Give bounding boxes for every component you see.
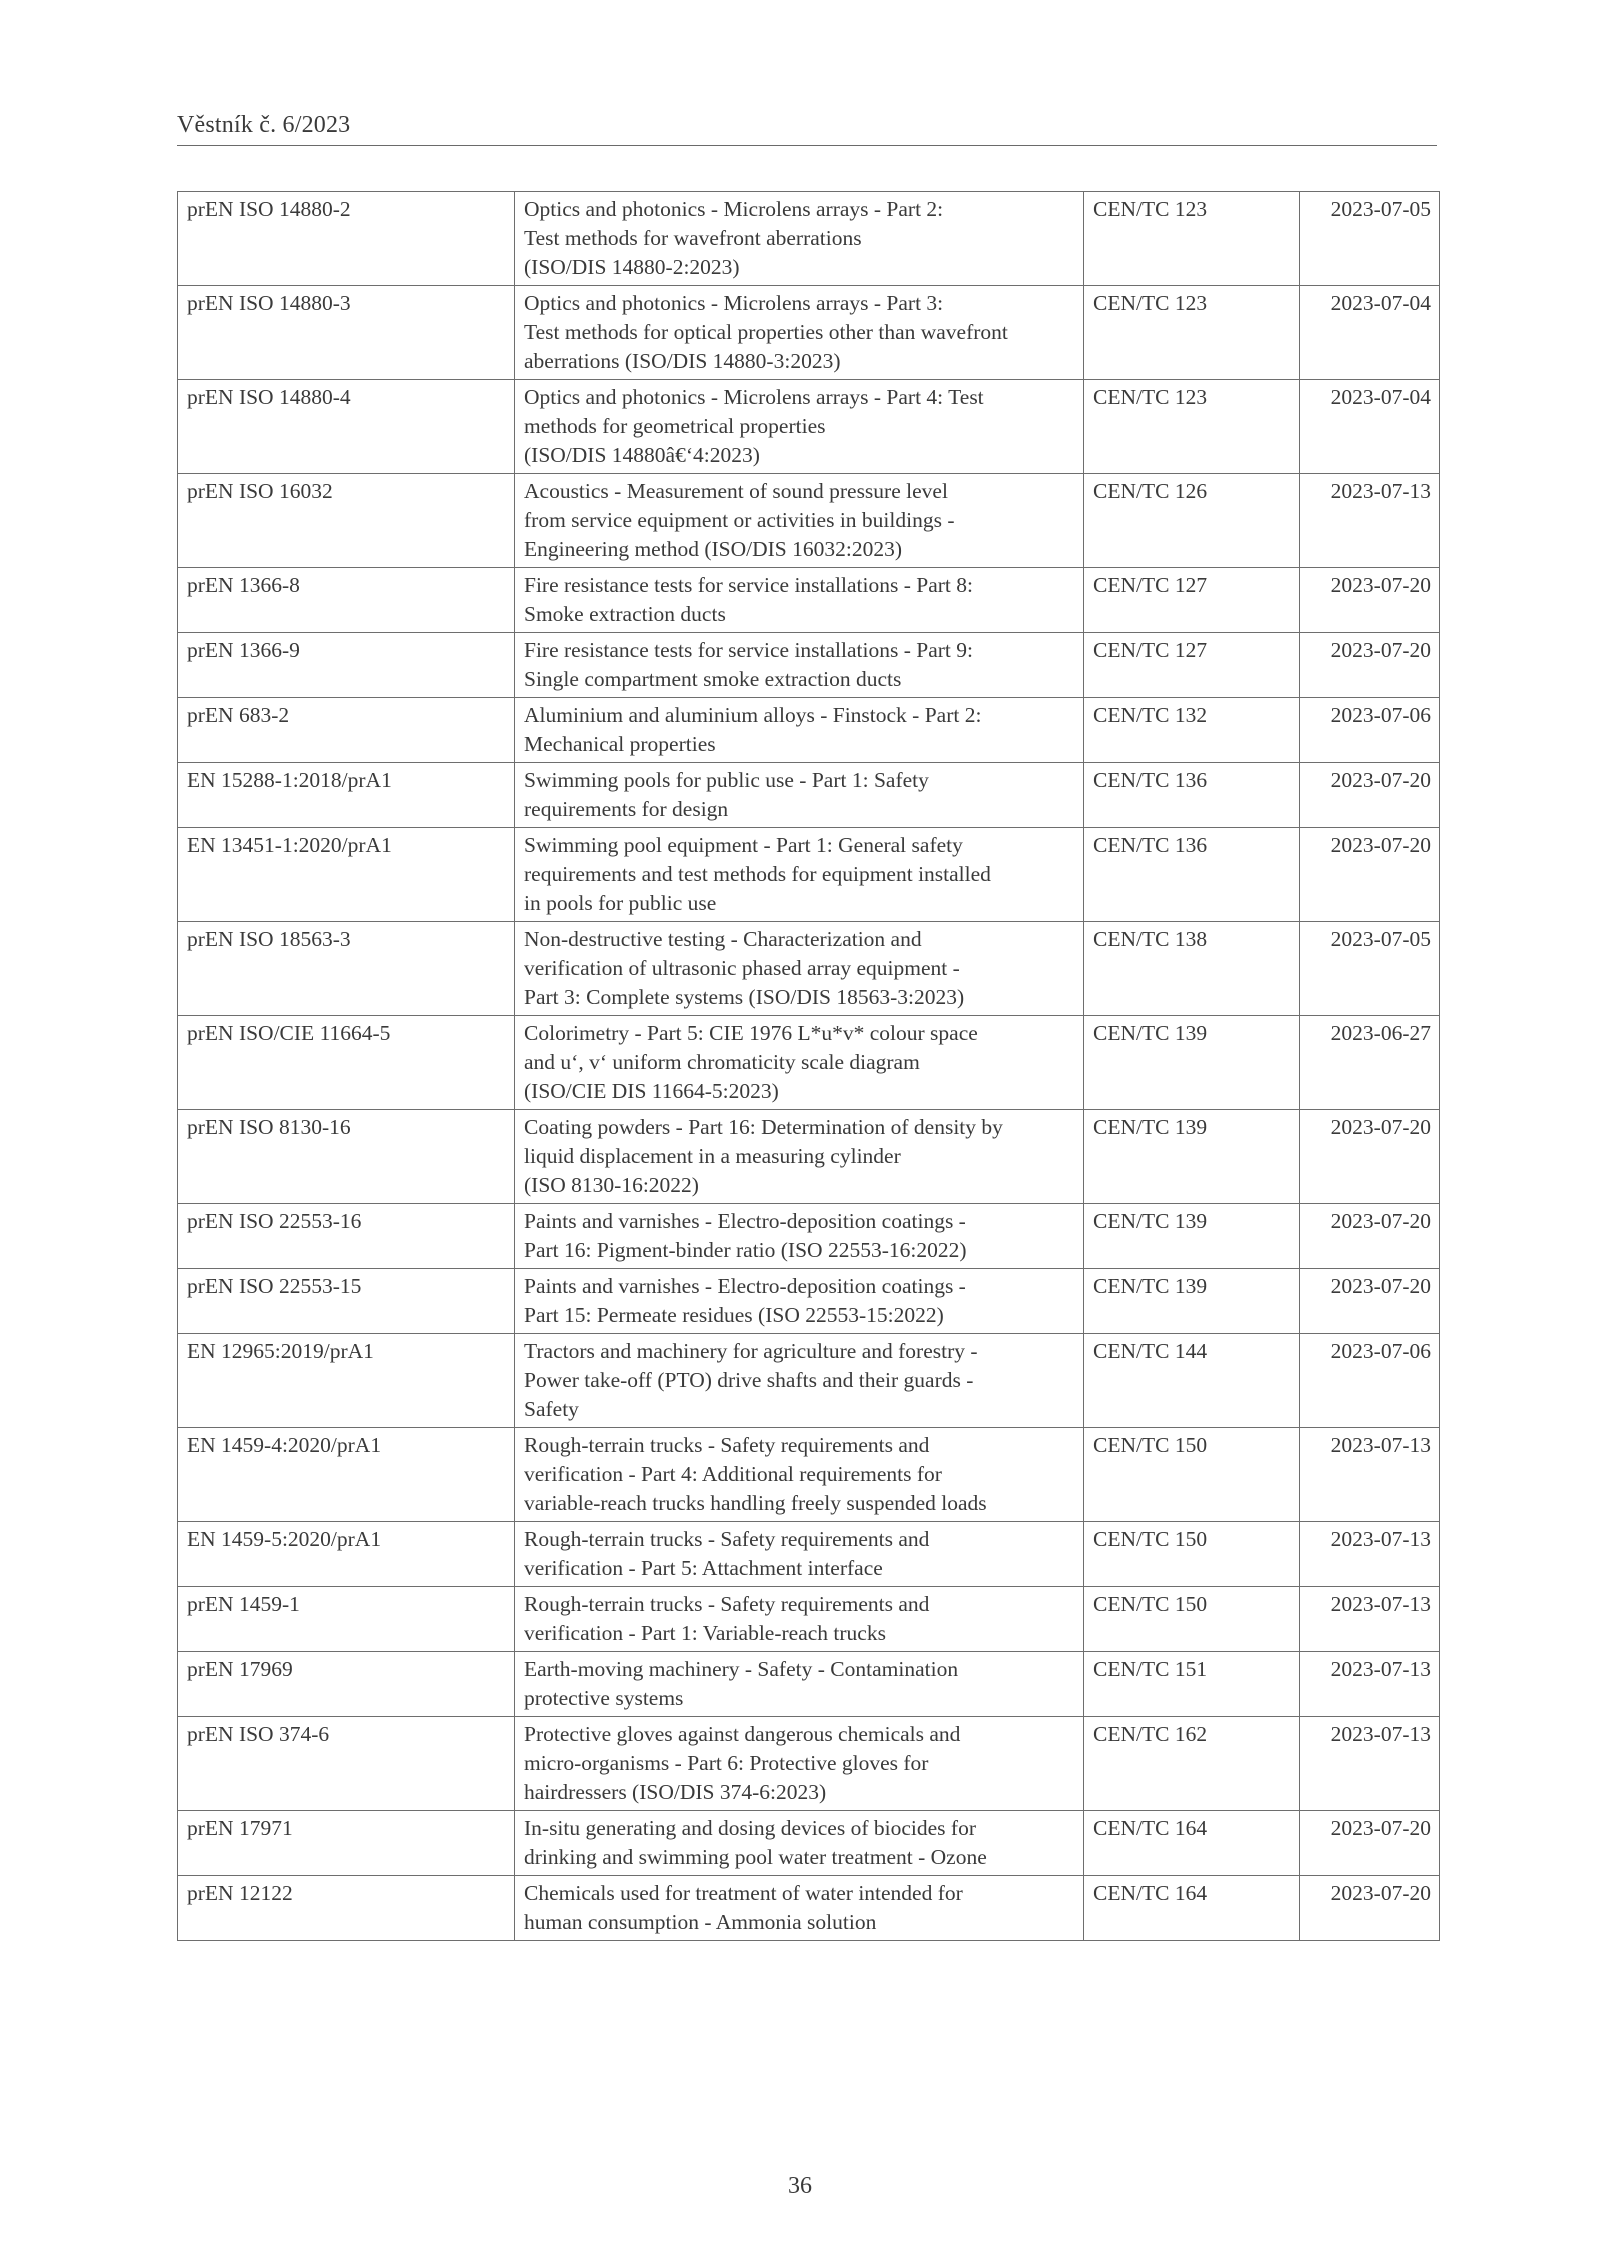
standard-title-cell: Paints and varnishes - Electro-deposition coatings - Part 16: Pigment-binder ratio (ISO 22553-16:2022) xyxy=(515,1204,1084,1269)
table-row xyxy=(178,1652,1440,1717)
deadline-date-cell: 2023-07-20 xyxy=(1300,633,1440,698)
table-row xyxy=(178,1204,1440,1269)
standard-title-cell: Swimming pools for public use - Part 1: Safety requirements for design xyxy=(515,763,1084,828)
standard-title-cell: Optics and photonics - Microlens arrays - Part 2: Test methods for wavefront aberrations (ISO/DIS 14880-2:2023) xyxy=(515,192,1084,286)
standard-code-cell: prEN ISO 374-6 xyxy=(178,1717,515,1811)
standard-title-cell: Non-destructive testing - Characterization and verification of ultrasonic phased array equipment - Part 3: Complete systems (ISO/DIS 18563-3:2023) xyxy=(515,922,1084,1016)
technical-committee-cell: CEN/TC 127 xyxy=(1084,568,1300,633)
table-row xyxy=(178,763,1440,828)
table-row xyxy=(178,1269,1440,1334)
table-row xyxy=(178,286,1440,380)
technical-committee-cell: CEN/TC 150 xyxy=(1084,1587,1300,1652)
standard-title-cell: Paints and varnishes - Electro-deposition coatings - Part 15: Permeate residues (ISO 22553-15:2022) xyxy=(515,1269,1084,1334)
deadline-date-cell: 2023-07-06 xyxy=(1300,1334,1440,1428)
deadline-date-cell: 2023-07-05 xyxy=(1300,922,1440,1016)
technical-committee-cell: CEN/TC 162 xyxy=(1084,1717,1300,1811)
table-row xyxy=(178,698,1440,763)
deadline-date-cell: 2023-07-04 xyxy=(1300,286,1440,380)
standard-title-cell: In-situ generating and dosing devices of biocides for drinking and swimming pool water treatment - Ozone xyxy=(515,1811,1084,1876)
standard-code-cell: EN 12965:2019/prA1 xyxy=(178,1334,515,1428)
deadline-date-cell: 2023-07-20 xyxy=(1300,763,1440,828)
table-row xyxy=(178,1717,1440,1811)
page-number: 36 xyxy=(788,2173,812,2199)
standard-code-cell: EN 13451-1:2020/prA1 xyxy=(178,828,515,922)
standard-code-cell: prEN ISO 18563-3 xyxy=(178,922,515,1016)
table-row xyxy=(178,474,1440,568)
standard-title-cell: Coating powders - Part 16: Determination of density by liquid displacement in a measuring cylinder (ISO 8130-16:2022) xyxy=(515,1110,1084,1204)
table-row xyxy=(178,1876,1440,1941)
standard-code-cell: prEN 683-2 xyxy=(178,698,515,763)
standard-title-cell: Rough-terrain trucks - Safety requirements and verification - Part 4: Additional requirements for variable-reach trucks handling freely suspended loads xyxy=(515,1428,1084,1522)
technical-committee-cell: CEN/TC 123 xyxy=(1084,380,1300,474)
table-row xyxy=(178,1522,1440,1587)
standard-title-cell: Protective gloves against dangerous chemicals and micro-organisms - Part 6: Protective gloves for hairdressers (ISO/DIS 374-6:2023) xyxy=(515,1717,1084,1811)
standard-code-cell: prEN 1459-1 xyxy=(178,1587,515,1652)
standard-code-cell: prEN 1366-8 xyxy=(178,568,515,633)
table-row xyxy=(178,568,1440,633)
standard-code-cell: prEN ISO 22553-15 xyxy=(178,1269,515,1334)
technical-committee-cell: CEN/TC 127 xyxy=(1084,633,1300,698)
deadline-date-cell: 2023-07-20 xyxy=(1300,1811,1440,1876)
technical-committee-cell: CEN/TC 138 xyxy=(1084,922,1300,1016)
technical-committee-cell: CEN/TC 132 xyxy=(1084,698,1300,763)
standard-code-cell: prEN ISO 14880-4 xyxy=(178,380,515,474)
standard-title-cell: Chemicals used for treatment of water intended for human consumption - Ammonia solution xyxy=(515,1876,1084,1941)
technical-committee-cell: CEN/TC 139 xyxy=(1084,1204,1300,1269)
standard-code-cell: prEN 17969 xyxy=(178,1652,515,1717)
table-row xyxy=(178,828,1440,922)
standard-title-cell: Tractors and machinery for agriculture and forestry - Power take-off (PTO) drive shafts and their guards - Safety xyxy=(515,1334,1084,1428)
deadline-date-cell: 2023-07-20 xyxy=(1300,1204,1440,1269)
standard-code-cell: prEN 12122 xyxy=(178,1876,515,1941)
standard-code-cell: prEN 1366-9 xyxy=(178,633,515,698)
standard-code-cell: EN 1459-5:2020/prA1 xyxy=(178,1522,515,1587)
deadline-date-cell: 2023-07-20 xyxy=(1300,1110,1440,1204)
standard-code-cell: prEN ISO 22553-16 xyxy=(178,1204,515,1269)
technical-committee-cell: CEN/TC 150 xyxy=(1084,1428,1300,1522)
technical-committee-cell: CEN/TC 123 xyxy=(1084,286,1300,380)
deadline-date-cell: 2023-07-20 xyxy=(1300,1876,1440,1941)
standard-code-cell: EN 15288-1:2018/prA1 xyxy=(178,763,515,828)
table-row xyxy=(178,633,1440,698)
deadline-date-cell: 2023-07-04 xyxy=(1300,380,1440,474)
deadline-date-cell: 2023-07-13 xyxy=(1300,1587,1440,1652)
technical-committee-cell: CEN/TC 136 xyxy=(1084,763,1300,828)
technical-committee-cell: CEN/TC 151 xyxy=(1084,1652,1300,1717)
deadline-date-cell: 2023-07-20 xyxy=(1300,1269,1440,1334)
deadline-date-cell: 2023-07-13 xyxy=(1300,1717,1440,1811)
deadline-date-cell: 2023-07-20 xyxy=(1300,828,1440,922)
standard-title-cell: Acoustics - Measurement of sound pressure level from service equipment or activities in buildings - Engineering method (ISO/DIS 16032:2023) xyxy=(515,474,1084,568)
standard-code-cell: prEN ISO/CIE 11664-5 xyxy=(178,1016,515,1110)
table-row xyxy=(178,1016,1440,1110)
table-row xyxy=(178,1334,1440,1428)
technical-committee-cell: CEN/TC 139 xyxy=(1084,1269,1300,1334)
standard-title-cell: Fire resistance tests for service installations - Part 9: Single compartment smoke extraction ducts xyxy=(515,633,1084,698)
standard-code-cell: EN 1459-4:2020/prA1 xyxy=(178,1428,515,1522)
technical-committee-cell: CEN/TC 136 xyxy=(1084,828,1300,922)
standard-title-cell: Swimming pool equipment - Part 1: General safety requirements and test methods for equipment installed in pools for public use xyxy=(515,828,1084,922)
table-row xyxy=(178,1587,1440,1652)
deadline-date-cell: 2023-06-27 xyxy=(1300,1016,1440,1110)
standards-table xyxy=(177,191,1440,1941)
standards-table-body xyxy=(178,192,1440,1941)
technical-committee-cell: CEN/TC 164 xyxy=(1084,1876,1300,1941)
standard-title-cell: Colorimetry - Part 5: CIE 1976 L*u*v* colour space and u‘, v‘ uniform chromaticity scale diagram (ISO/CIE DIS 11664-5:2023) xyxy=(515,1016,1084,1110)
page-header-title: Věstník č. 6/2023 xyxy=(177,112,351,138)
page-header xyxy=(177,108,1437,146)
table-row xyxy=(178,380,1440,474)
standard-title-cell: Earth-moving machinery - Safety - Contamination protective systems xyxy=(515,1652,1084,1717)
deadline-date-cell: 2023-07-20 xyxy=(1300,568,1440,633)
table-row xyxy=(178,192,1440,286)
deadline-date-cell: 2023-07-05 xyxy=(1300,192,1440,286)
technical-committee-cell: CEN/TC 139 xyxy=(1084,1110,1300,1204)
standard-title-cell: Rough-terrain trucks - Safety requirements and verification - Part 1: Variable-reach trucks xyxy=(515,1587,1084,1652)
standard-title-cell: Optics and photonics - Microlens arrays - Part 3: Test methods for optical properties other than wavefront aberrations (ISO/DIS 14880-3:2023) xyxy=(515,286,1084,380)
standard-title-cell: Fire resistance tests for service installations - Part 8: Smoke extraction ducts xyxy=(515,568,1084,633)
technical-committee-cell: CEN/TC 164 xyxy=(1084,1811,1300,1876)
technical-committee-cell: CEN/TC 150 xyxy=(1084,1522,1300,1587)
technical-committee-cell: CEN/TC 123 xyxy=(1084,192,1300,286)
deadline-date-cell: 2023-07-06 xyxy=(1300,698,1440,763)
table-row xyxy=(178,1110,1440,1204)
standard-code-cell: prEN ISO 14880-2 xyxy=(178,192,515,286)
technical-committee-cell: CEN/TC 126 xyxy=(1084,474,1300,568)
technical-committee-cell: CEN/TC 139 xyxy=(1084,1016,1300,1110)
deadline-date-cell: 2023-07-13 xyxy=(1300,1428,1440,1522)
standard-code-cell: prEN ISO 16032 xyxy=(178,474,515,568)
table-row xyxy=(178,1428,1440,1522)
table-row xyxy=(178,922,1440,1016)
standard-code-cell: prEN ISO 14880-3 xyxy=(178,286,515,380)
standard-title-cell: Aluminium and aluminium alloys - Finstock - Part 2: Mechanical properties xyxy=(515,698,1084,763)
standard-code-cell: prEN ISO 8130-16 xyxy=(178,1110,515,1204)
technical-committee-cell: CEN/TC 144 xyxy=(1084,1334,1300,1428)
deadline-date-cell: 2023-07-13 xyxy=(1300,1652,1440,1717)
deadline-date-cell: 2023-07-13 xyxy=(1300,1522,1440,1587)
table-row xyxy=(178,1811,1440,1876)
deadline-date-cell: 2023-07-13 xyxy=(1300,474,1440,568)
standard-title-cell: Optics and photonics - Microlens arrays - Part 4: Test methods for geometrical properties (ISO/DIS 14880â€‘4:2023) xyxy=(515,380,1084,474)
standard-code-cell: prEN 17971 xyxy=(178,1811,515,1876)
standard-title-cell: Rough-terrain trucks - Safety requirements and verification - Part 5: Attachment interface xyxy=(515,1522,1084,1587)
